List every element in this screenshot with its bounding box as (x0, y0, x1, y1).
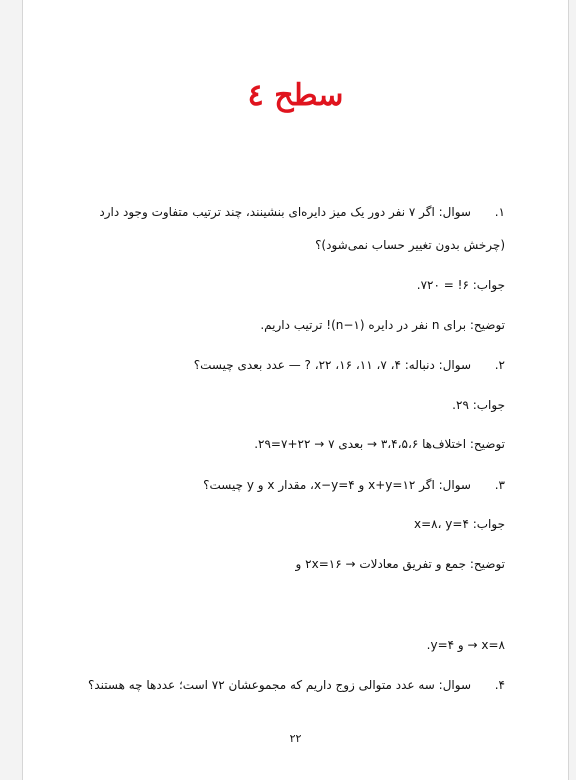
page-title: سطح ٤ (247, 78, 344, 113)
question-text: سوال: اگر ۷ نفر دور یک میز دایره‌ای بنشینند، چند ترتیب متفاوت وجود دارد (99, 205, 471, 219)
answer-2: جواب: ۲۹. (452, 398, 505, 412)
question-number: ۱. (494, 205, 505, 219)
question-number: ۳. (494, 478, 505, 492)
answer-3: جواب: x=۸، y=۴ (414, 517, 505, 531)
question-number: ۴. (494, 678, 505, 692)
question-text: سوال: سه عدد متوالی زوج داریم که مجموعشان ۷۲ است؛ عددها چه هستند؟ (87, 678, 471, 692)
question-4 (88, 678, 505, 692)
explanation-1: توضیح: برای n نفر در دایره (n−۱)! ترتیب داریم. (260, 318, 505, 332)
question-3 (203, 478, 505, 492)
question-1 (99, 205, 505, 219)
answer-1: جواب: ۶! = ۷۲۰. (416, 278, 505, 292)
question-text: سوال: دنباله: ۴، ۷، ۱۱، ۱۶، ۲۲، ? — عدد بعدی چیست؟ (193, 358, 471, 372)
result-3: x=۸ → و y=۴. (426, 638, 505, 652)
explanation-3: توضیح: جمع و تفریق معادلات → ۲x=۱۶ و (295, 557, 505, 571)
page-number: ۲۲ (289, 732, 302, 745)
document-page (22, 0, 569, 780)
question-number: ۲. (494, 358, 505, 372)
question-1-continuation: (چرخش بدون تغییر حساب نمی‌شود)؟ (315, 238, 505, 252)
explanation-2: توضیح: اختلاف‌ها ۳،۴،۵،۶ → بعدی ۷ → ۲۲+۷=۲۹. (254, 437, 505, 451)
question-text: سوال: اگر x+y=۱۲ و x−y=۴، مقدار x و y چیست؟ (203, 478, 471, 492)
question-2 (194, 358, 505, 372)
